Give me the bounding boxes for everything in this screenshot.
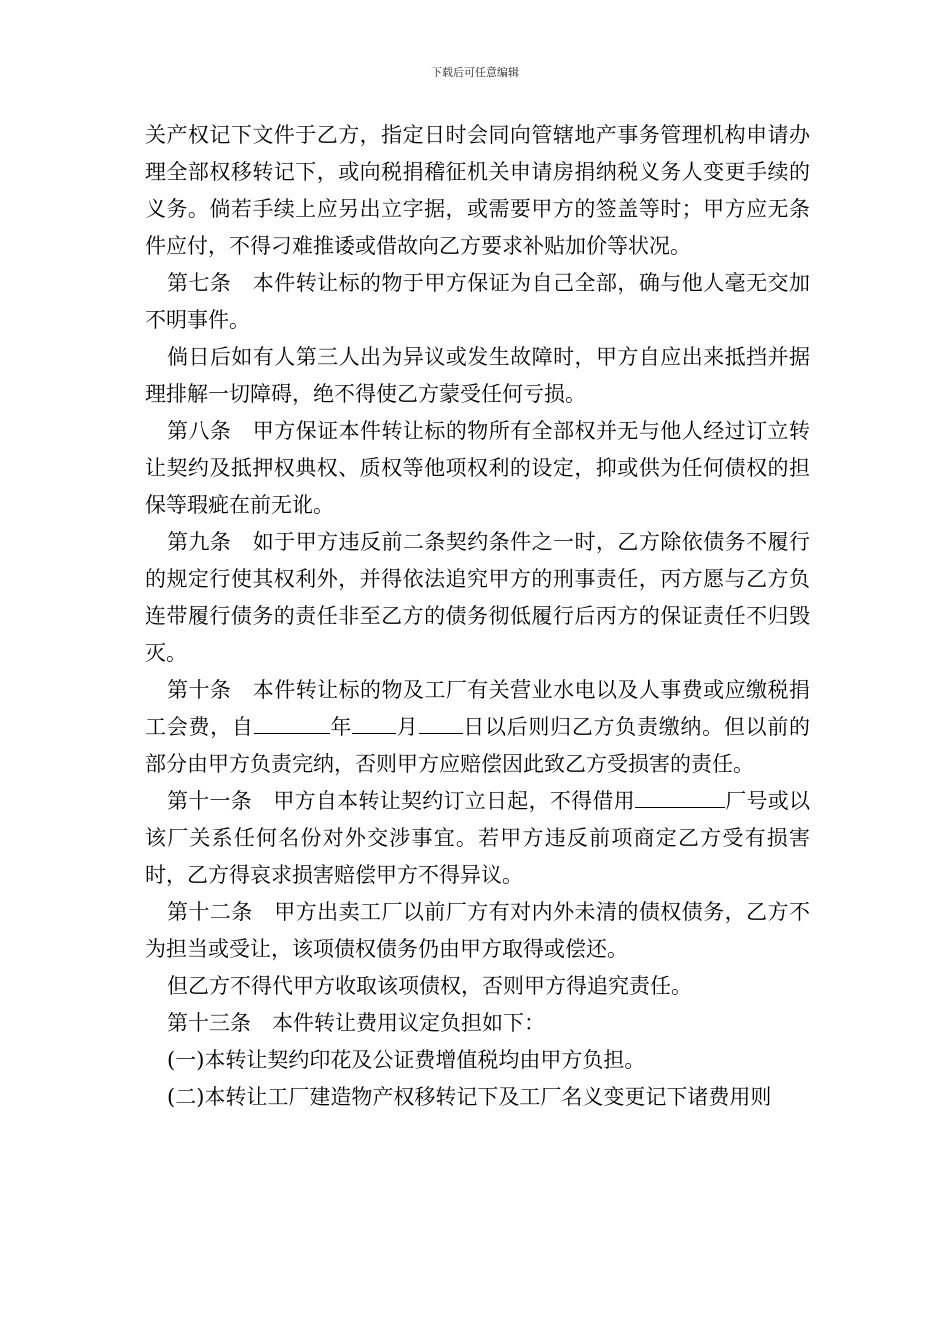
article-13-item-2: (二)本转让工厂建造物产权移转记下及工厂名义变更记下诸费用则	[167, 1085, 772, 1109]
document-body	[145, 117, 810, 1116]
article-13: 第十三条 本件转让费用议定负担如下：	[167, 1011, 545, 1035]
article-7: 第七条 本件转让标的物于甲方保证为自己全部，确与他人毫无交加不明事件。	[145, 271, 810, 332]
paragraph-continuation: 关产权记下文件于乙方，指定日时会同向管辖地产事务管理机构申请办理全部权移转记下，或向税捐稽征机关申请房捐纳税义务人变更手续的义务。倘若手续上应另出立字据，或需要甲方的签盖等时；甲方应无条件应付，不得刁难推诿或借故向乙方要求补贴加价等状况。	[145, 123, 810, 258]
article-7-note: 倘日后如有人第三人出为异议或发生故障时，甲方自应出来抵挡并据理排解一切障碍，绝不得使乙方蒙受任何亏损。	[145, 345, 810, 406]
article-12-note: 但乙方不得代甲方收取该项债权，否则甲方得追究责任。	[167, 974, 692, 998]
article-10-text-b: 年	[329, 715, 353, 739]
month-blank	[352, 711, 396, 734]
article-10-text-d: 日以后则归乙方负责缴纳。但以前的部分由甲方负责完纳，否则甲方应赔偿因此致乙方受损害的责任。	[145, 715, 811, 776]
year-blank	[254, 711, 330, 734]
article-8: 第八条 甲方保证本件转让标的物所有全部权并无与他人经过订立转让契约及抵押权典权、质权等他项权利的设定，抑或供为任何债权的担保等瑕疵在前无讹。	[145, 419, 810, 517]
page-header-note: 下载后可任意编辑	[431, 66, 519, 79]
article-13-item-1: (一)本转让契约印花及公证费增值税均由甲方负担。	[167, 1048, 646, 1072]
day-blank	[419, 711, 463, 734]
factory-name-blank	[635, 785, 725, 808]
article-10	[145, 672, 810, 783]
article-12: 第十二条 甲方出卖工厂以前厂方有对内外未清的债权债务，乙方不为担当或受让，该项债权债务仍由甲方取得或偿还。	[145, 900, 810, 961]
article-11-text-b: 厂号或以该厂关系任何名份对外交涉事宜。若甲方违反前项商定乙方受有损害时，乙方得哀求损害赔偿甲方不得异议。	[145, 789, 810, 887]
article-9: 第九条 如于甲方违反前二条契约条件之一时，乙方除依债务不履行的规定行使其权利外，并得依法追究甲方的刑事责任，丙方愿与乙方负连带履行债务的责任非至乙方的债务彻低履行后丙方的保证责任不归毁灭。	[145, 530, 810, 665]
article-11	[145, 783, 810, 894]
article-10-text-a: 第十条 本件转让标的物及工厂有关营业水电以及人事费或应缴税捐工会费，自	[145, 678, 810, 739]
article-10-text-c: 月	[396, 715, 419, 739]
article-11-text-a: 第十一条 甲方自本转让契约订立日起，不得借用	[167, 789, 635, 813]
